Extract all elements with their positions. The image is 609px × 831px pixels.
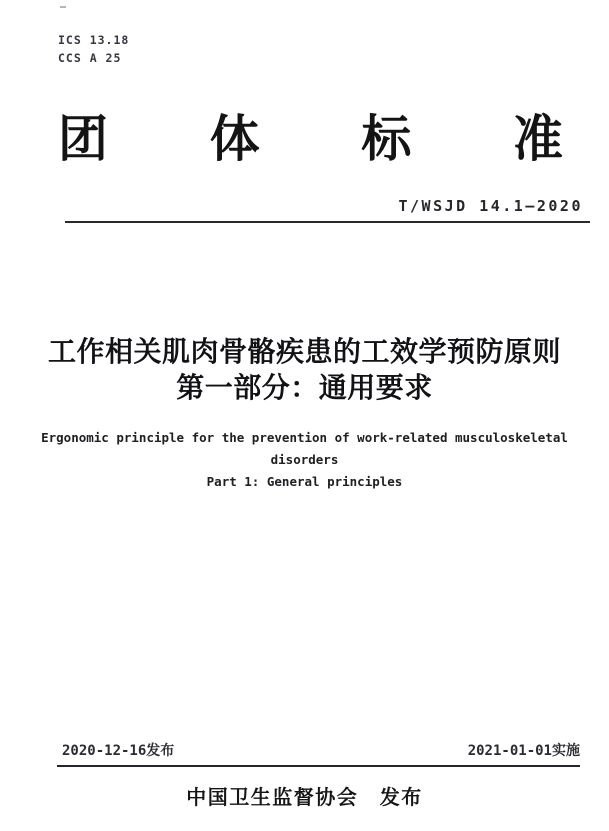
ics-code: ICS 13.18: [58, 33, 130, 47]
document-title-cn: [0, 334, 609, 406]
dates-row: [57, 740, 580, 767]
document-title-cn-line2: 第一部分：通用要求: [176, 371, 433, 404]
doc-type-char: 团: [58, 111, 108, 167]
publisher-line: 中国卫生监督协会 发布: [186, 787, 423, 809]
document-title-en-line2: disorders: [270, 452, 339, 467]
standard-number: T/WSJD 14.1—2020: [398, 197, 583, 215]
implementation-date: 2021-01-01实施: [467, 743, 580, 759]
doc-type-char: 标: [361, 111, 412, 167]
document-title-en-line3: Part 1: General principles: [206, 474, 403, 489]
document-title-cn-line1: 工作相关肌肉骨骼疾患的工效学预防原则: [47, 335, 561, 368]
doc-type-char: 体: [209, 111, 260, 167]
document-title-en: [0, 427, 609, 493]
standard-type-title: [58, 112, 563, 166]
document-title-en-line1: Ergonomic principle for the prevention of work-related musculoskeletal: [41, 430, 568, 445]
header-divider-rule: [65, 221, 590, 223]
doc-type-char: 准: [512, 111, 563, 167]
classification-codes: [58, 31, 129, 67]
issue-date: 2020-12-16发布: [62, 743, 175, 759]
scan-artifact-mark: [60, 6, 66, 11]
ccs-code: CCS A 25: [58, 51, 122, 65]
